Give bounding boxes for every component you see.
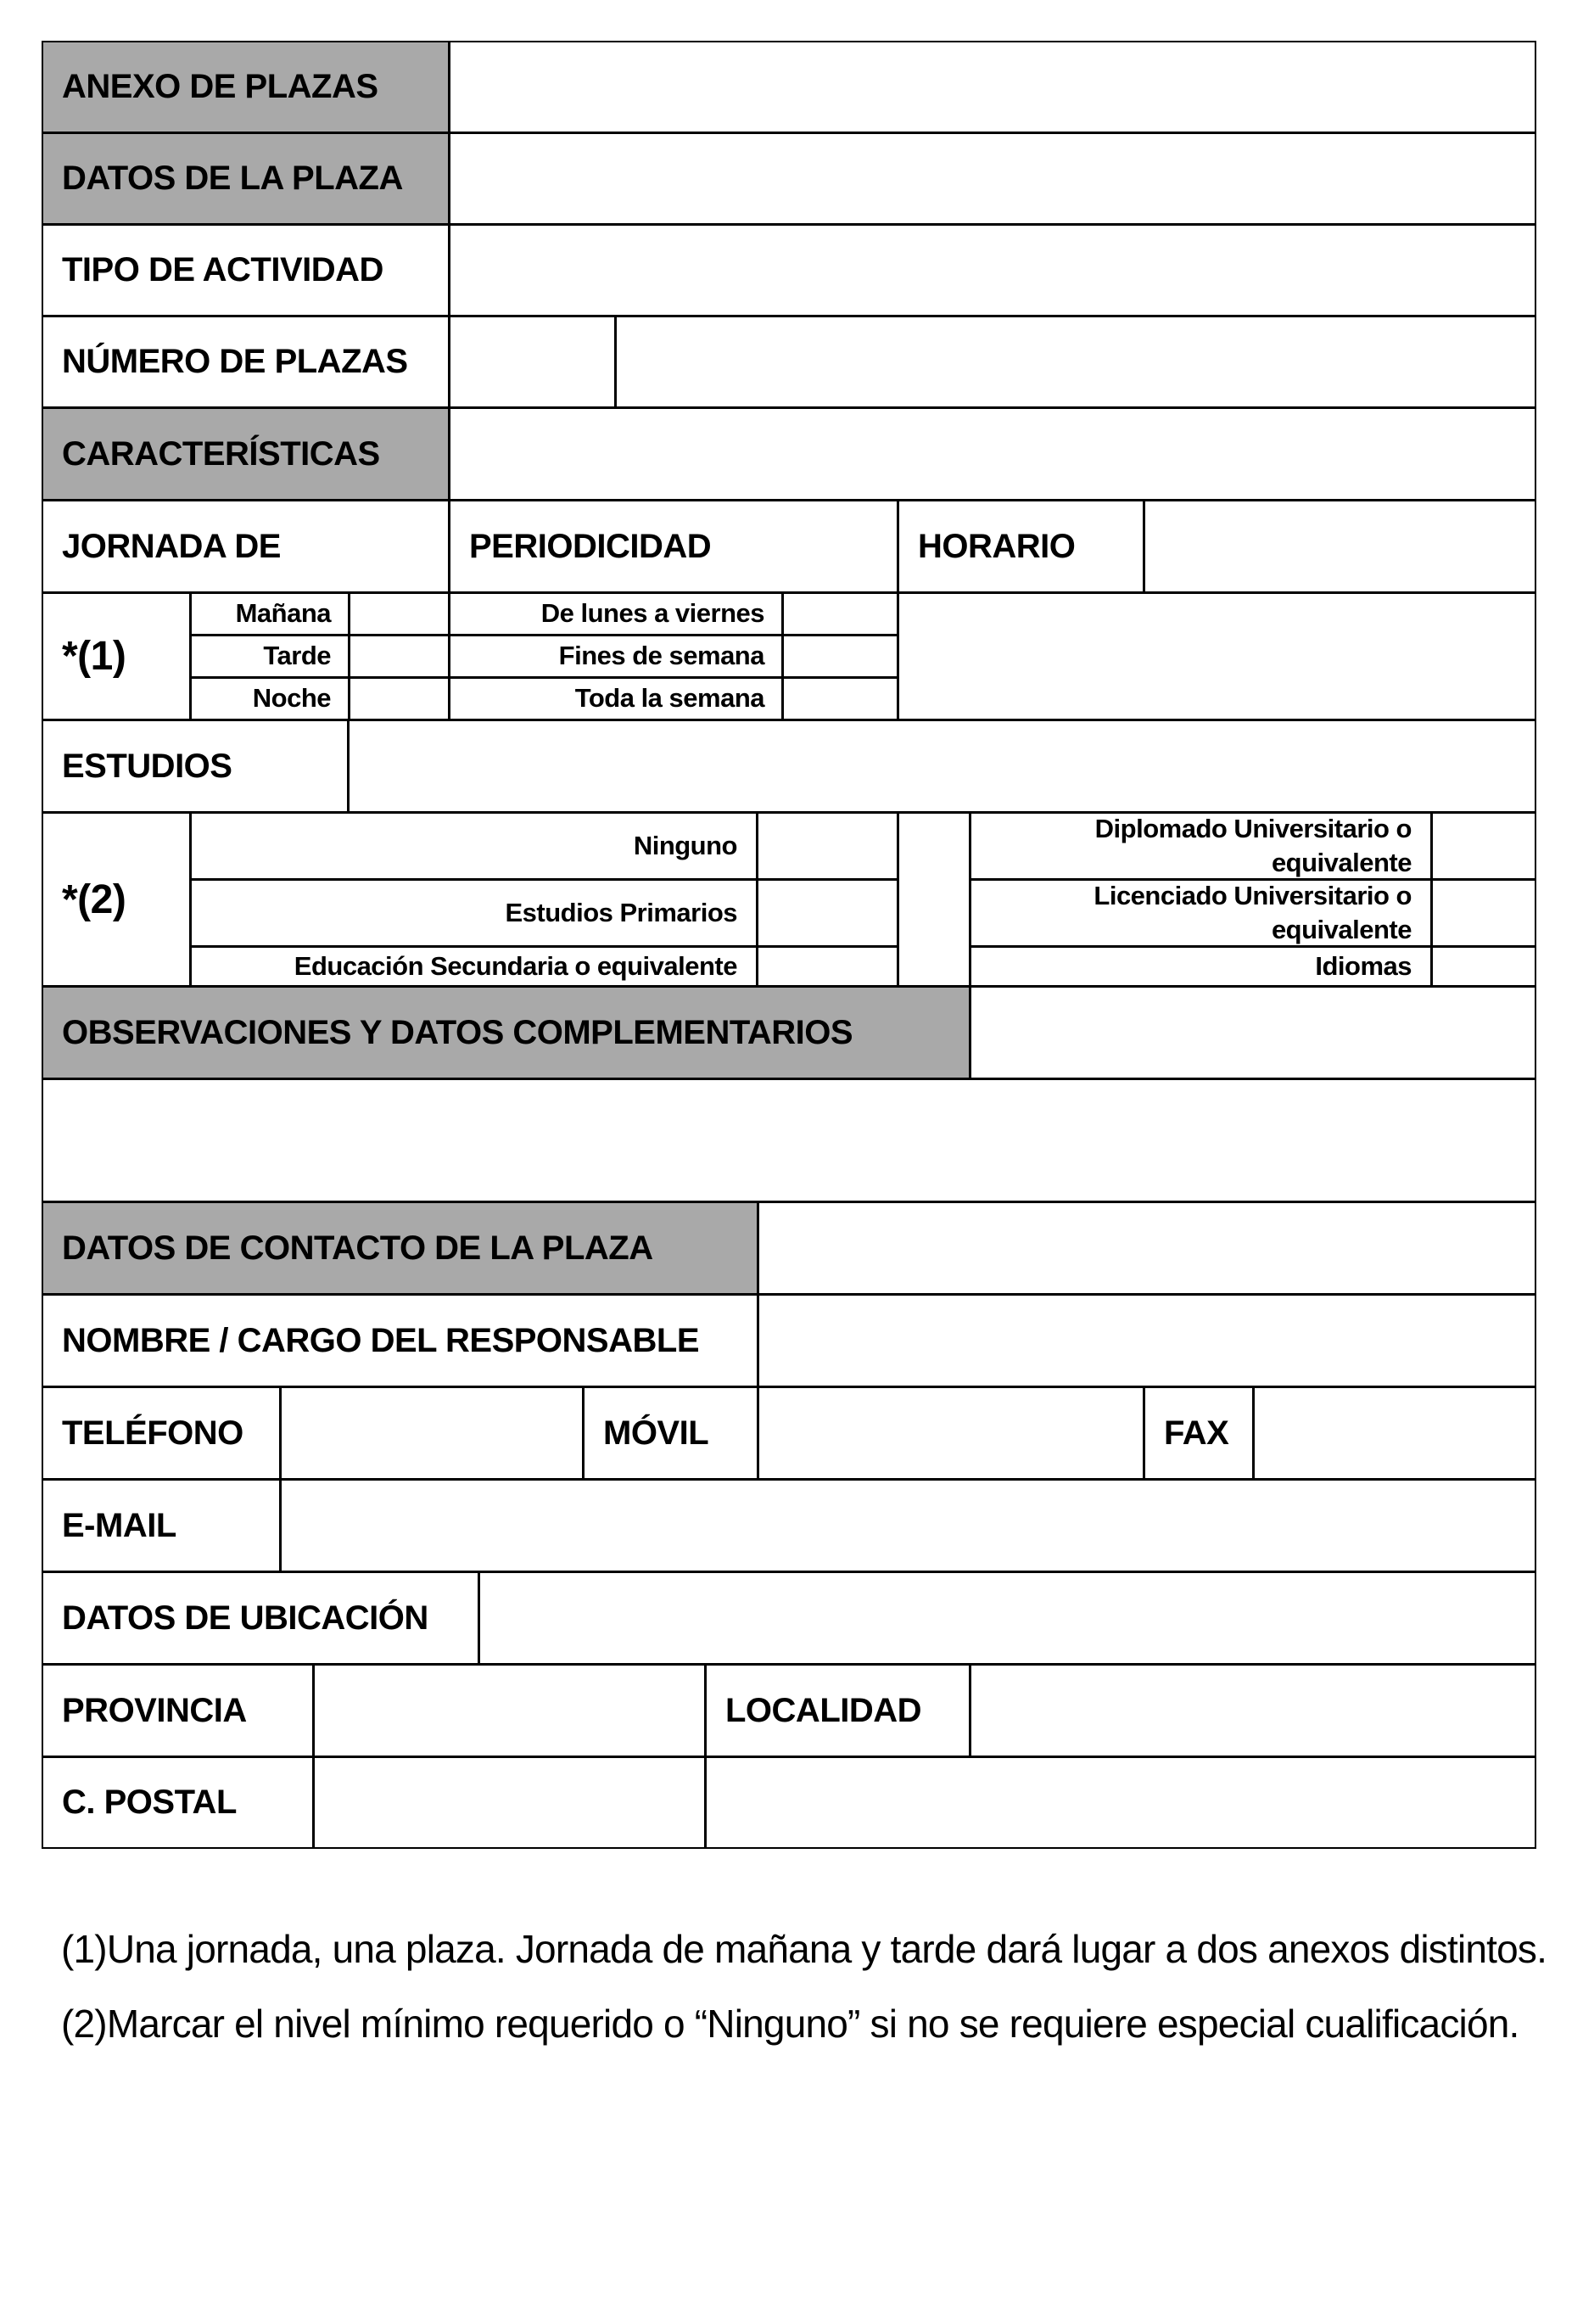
periodicidad-option-label: Toda la semana <box>449 677 783 720</box>
observaciones-header-field[interactable] <box>970 986 1536 1079</box>
caracteristicas-label: CARACTERÍSTICAS <box>42 407 450 501</box>
responsable-label: NOMBRE / CARGO DEL RESPONSABLE <box>42 1294 758 1387</box>
telefono-field[interactable] <box>280 1386 584 1480</box>
periodicidad-checkbox[interactable] <box>782 635 898 678</box>
provincia-label: PROVINCIA <box>42 1664 314 1757</box>
jornada-header: JORNADA DE <box>42 500 450 593</box>
numero-plazas-field[interactable] <box>449 316 616 408</box>
numero-plazas-label: NÚMERO DE PLAZAS <box>42 316 450 408</box>
fax-field[interactable] <box>1253 1386 1536 1480</box>
tipo-actividad-field[interactable] <box>449 224 1536 316</box>
anexo-field[interactable] <box>449 41 1536 133</box>
caracteristicas-field[interactable] <box>449 407 1536 501</box>
estudios-option-label: Licenciado Universitario o equivalente <box>970 879 1432 947</box>
estudios-checkbox[interactable] <box>757 879 898 947</box>
movil-label: MÓVIL <box>583 1386 758 1480</box>
numero-plazas-extra-field[interactable] <box>615 316 1536 408</box>
nota1-marker: *(1) <box>42 592 191 720</box>
jornada-option-label: Tarde <box>190 635 350 678</box>
movil-field[interactable] <box>758 1386 1144 1480</box>
estudios-option-label: Ninguno <box>190 812 758 880</box>
jornada-option-label: Noche <box>190 677 350 720</box>
jornada-checkbox[interactable] <box>349 635 450 678</box>
periodicidad-option-label: De lunes a viernes <box>449 592 783 636</box>
fax-label: FAX <box>1144 1386 1254 1480</box>
estudios-field[interactable] <box>348 720 1536 813</box>
estudios-label: ESTUDIOS <box>42 720 349 813</box>
contacto-field[interactable] <box>758 1201 1536 1295</box>
localidad-label: LOCALIDAD <box>705 1664 970 1757</box>
ubicacion-field[interactable] <box>478 1571 1536 1665</box>
observaciones-label: OBSERVACIONES Y DATOS COMPLEMENTARIOS <box>42 986 970 1079</box>
email-field[interactable] <box>280 1479 1536 1572</box>
tipo-actividad-label: TIPO DE ACTIVIDAD <box>42 224 450 316</box>
horario-header: HORARIO <box>898 500 1144 593</box>
periodicidad-checkbox[interactable] <box>782 592 898 636</box>
estudios-checkbox[interactable] <box>757 812 898 880</box>
estudios-option-label: Estudios Primarios <box>190 879 758 947</box>
contacto-label: DATOS DE CONTACTO DE LA PLAZA <box>42 1201 758 1295</box>
horario-detail-field[interactable] <box>898 592 1536 720</box>
estudios-option-label: Diplomado Universitario o equivalente <box>970 812 1432 880</box>
ubicacion-label: DATOS DE UBICACIÓN <box>42 1571 479 1665</box>
footnote-2: (2)Marcar el nivel mínimo requerido o “Ninguno” si no se requiere especial cualificación. <box>61 2002 1519 2046</box>
estudios-option-label: Educación Secundaria o equivalente <box>190 946 758 987</box>
estudios-checkbox[interactable] <box>757 946 898 987</box>
jornada-checkbox[interactable] <box>349 677 450 720</box>
estudios-checkbox[interactable] <box>1431 946 1536 987</box>
telefono-label: TELÉFONO <box>42 1386 281 1480</box>
observaciones-field[interactable] <box>42 1078 1536 1202</box>
datos-plaza-label: DATOS DE LA PLAZA <box>42 132 450 225</box>
periodicidad-header: PERIODICIDAD <box>449 500 898 593</box>
cpostal-field[interactable] <box>313 1756 706 1849</box>
datos-plaza-field[interactable] <box>449 132 1536 225</box>
periodicidad-option-label: Fines de semana <box>449 635 783 678</box>
jornada-option-label: Mañana <box>190 592 350 636</box>
estudios-checkbox[interactable] <box>1431 812 1536 880</box>
email-label: E-MAIL <box>42 1479 281 1572</box>
estudios-checkbox[interactable] <box>1431 879 1536 947</box>
estudios-option-label: Idiomas <box>970 946 1432 987</box>
cpostal-label: C. POSTAL <box>42 1756 314 1849</box>
jornada-checkbox[interactable] <box>349 592 450 636</box>
localidad-field[interactable] <box>970 1664 1536 1757</box>
anexo-label: ANEXO DE PLAZAS <box>42 41 450 133</box>
cpostal-extra-field[interactable] <box>705 1756 1536 1849</box>
nota2-marker: *(2) <box>42 812 191 987</box>
estudios-spacer <box>898 812 970 987</box>
provincia-field[interactable] <box>313 1664 706 1757</box>
periodicidad-checkbox[interactable] <box>782 677 898 720</box>
responsable-field[interactable] <box>758 1294 1536 1387</box>
horario-field[interactable] <box>1144 500 1536 593</box>
footnote-1: (1)Una jornada, una plaza. Jornada de mañana y tarde dará lugar a dos anexos distintos. <box>61 1927 1547 1971</box>
